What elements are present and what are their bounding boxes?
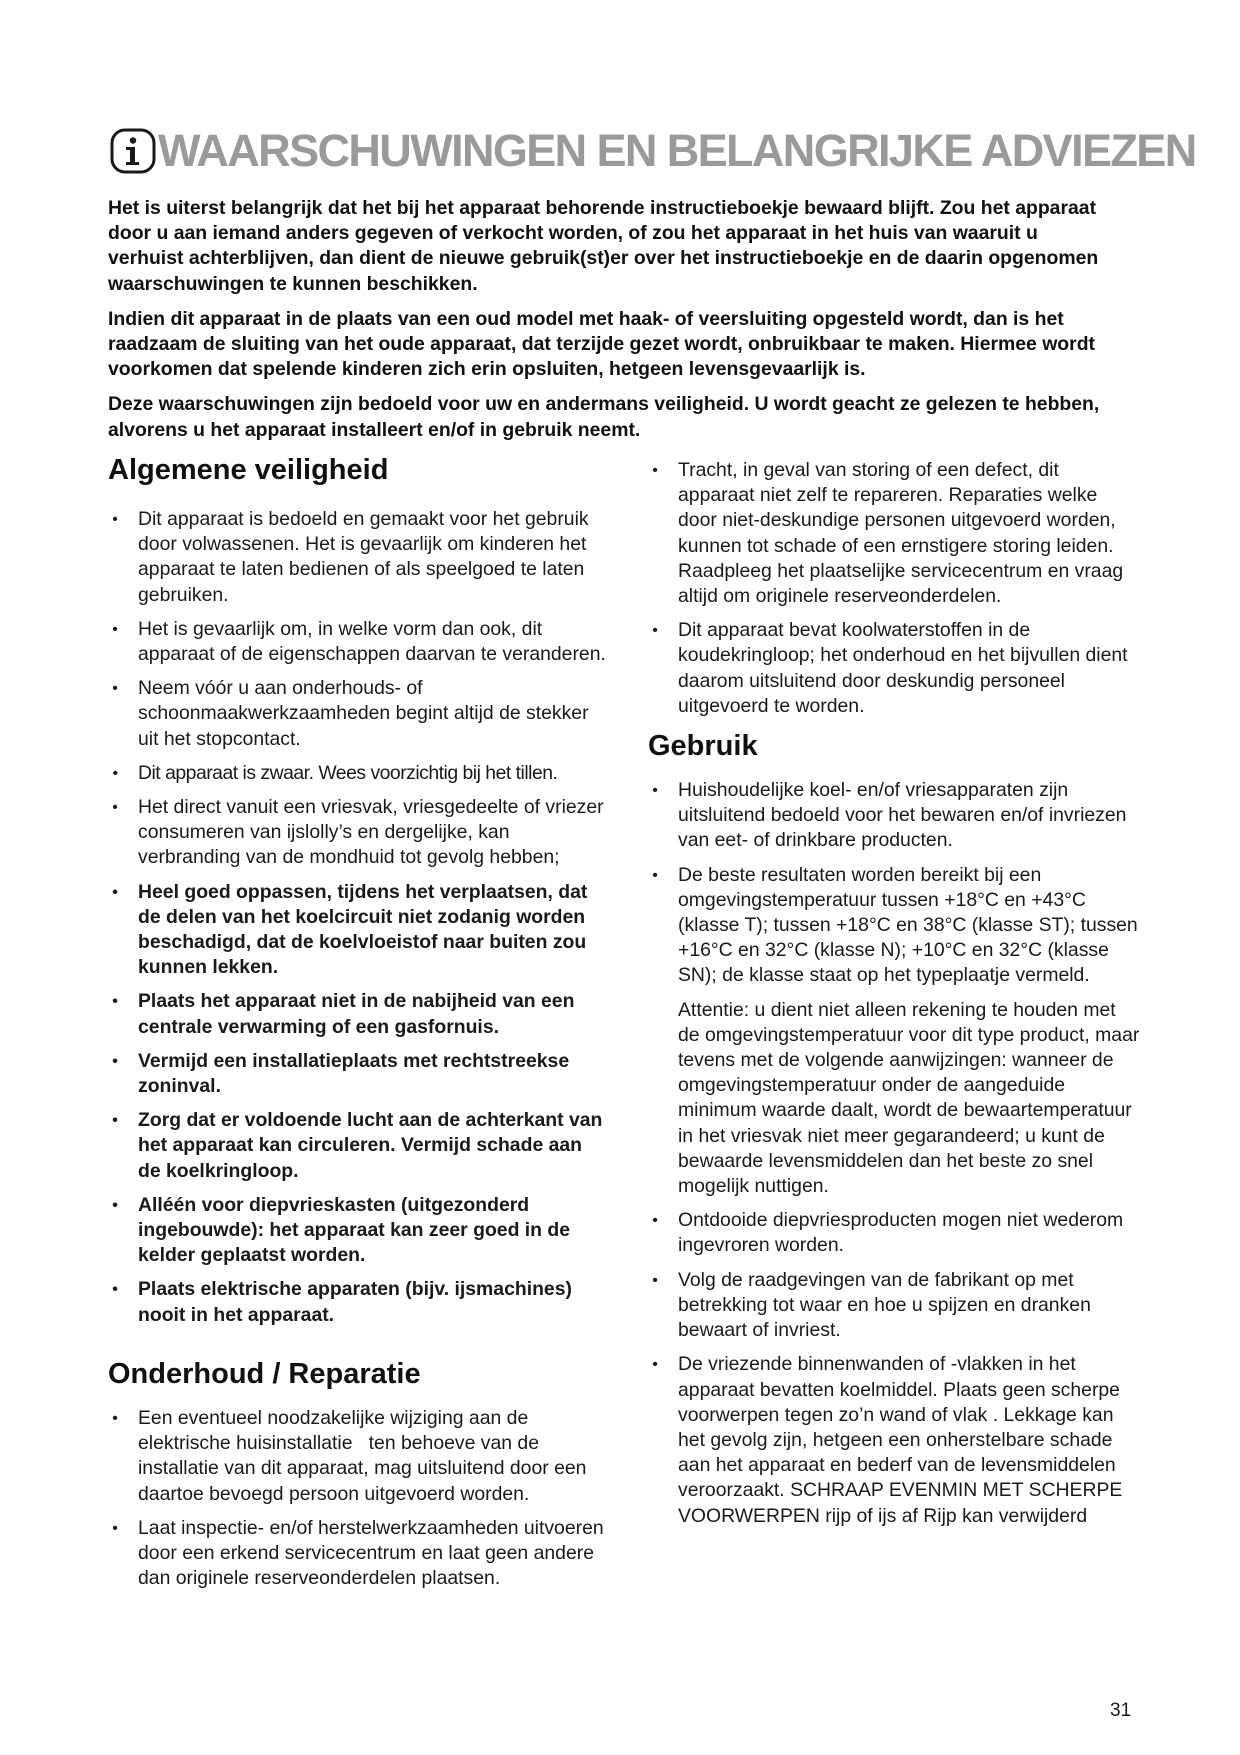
bullet-icon: • bbox=[652, 1271, 658, 1289]
list-item bbox=[648, 863, 1140, 989]
list-item-text: Het is gevaarlijk om, in welke vorm dan ook, dit apparaat of de eigenschappen daarvan te veranderen. bbox=[138, 617, 606, 666]
list-item bbox=[108, 617, 608, 667]
onderhoud-reparatie-list bbox=[108, 1406, 608, 1591]
bullet-icon: • bbox=[112, 1112, 118, 1130]
intro-paragraph: Indien dit apparaat in de plaats van een oud model met haak- of veersluiting opgesteld wordt, dan is het raadzaam de sluiting van het oude apparaat, dat terzijde gezet wordt, onbruikbaar te maken. Hiermee wordt voorkomen dat spelende kinderen zich erin opsluiten, hetgeen levensgevaarlijk is. bbox=[108, 307, 1096, 381]
list-item-text: Laat inspectie- en/of herstelwerkzaamheden uitvoeren door een erkend servicecentrum en laat geen andere dan originele reserveonderdelen plaatsen. bbox=[138, 1516, 604, 1590]
right-column bbox=[648, 458, 1140, 1538]
list-item-text: Huishoudelijke koel- en/of vriesapparaten zijn uitsluitend bedoeld voor het bewaren en/of invriezen van eet- of drinkbare producten. bbox=[678, 779, 1127, 852]
list-item bbox=[108, 989, 608, 1039]
list-item-text: Plaats het apparaat niet in de nabijheid van een centrale verwarming of een gasfornuis. bbox=[138, 990, 575, 1038]
bullet-icon: • bbox=[112, 1281, 118, 1299]
bullet-icon: • bbox=[112, 1196, 118, 1214]
gebruik-list-continued bbox=[648, 1208, 1140, 1528]
bullet-icon: • bbox=[112, 1519, 118, 1537]
onderhoud-reparatie-list-continued bbox=[648, 458, 1140, 719]
list-item bbox=[108, 1406, 608, 1507]
attentie-paragraph: Attentie: u dient niet alleen rekening te houden met de omgevingstemperatuur voor dit type product, maar tevens met de volgende aanwijzingen: wanneer de omgevingstemperatuur onder de aangeduide minimum waarde daalt, wordt de bewaartemperatuur in het vriesvak niet meer gegarandeerd; u kunt de bewaarde levensmiddelen dan het beste zo snel mogelijk nuttigen. bbox=[678, 998, 1140, 1198]
list-item bbox=[108, 1277, 608, 1327]
intro-block bbox=[108, 196, 1118, 453]
bullet-icon: • bbox=[652, 1212, 658, 1230]
list-item bbox=[108, 1516, 608, 1592]
list-item-text: Vermijd een installatieplaats met rechtstreekse zoninval. bbox=[138, 1049, 570, 1098]
list-item-text: Volg de raadgevingen van de fabrikant op met betrekking tot waar en hoe u spijzen en dranken bewaart of invriest. bbox=[678, 1268, 1091, 1342]
list-item bbox=[648, 1208, 1140, 1258]
list-item bbox=[108, 761, 608, 786]
list-item-text: Neem vóór u aan onderhouds- of schoonmaakwerkzaamheden begint altijd de stekker uit het stopcontact. bbox=[138, 677, 589, 750]
section-heading-gebruik: Gebruik bbox=[648, 730, 758, 763]
bullet-icon: • bbox=[112, 1052, 118, 1070]
bullet-icon: • bbox=[112, 680, 118, 698]
bullet-icon: • bbox=[652, 622, 658, 640]
list-item-text: Ontdooide diepvriesproducten mogen niet wederom ingevroren worden. bbox=[678, 1209, 1124, 1257]
section-heading-algemene-veiligheid: Algemene veiligheid bbox=[108, 454, 389, 486]
list-item bbox=[648, 1268, 1140, 1344]
list-item-text: Een eventueel noodzakelijke wijziging aan de elektrische huisinstallatie ten behoeve van de installatie van dit apparaat, mag uitsluitend door een daartoe bevoegd persoon uitgevoerd worden. bbox=[138, 1406, 592, 1505]
list-item-text: Plaats elektrische apparaten (bijv. ijsmachines) nooit in het apparaat. bbox=[138, 1278, 572, 1326]
page-number: 31 bbox=[1110, 1700, 1132, 1721]
algemene-veiligheid-list bbox=[108, 507, 608, 1328]
list-item-text: Heel goed oppassen, tijdens het verplaatsen, dat de delen van het koelcircuit niet zodanig worden beschadigd, dat de koelvloeistof naar buiten zou kunnen lekken. bbox=[138, 880, 588, 979]
bullet-icon: • bbox=[652, 1356, 658, 1374]
left-column bbox=[108, 452, 608, 1600]
list-item-text: Dit apparaat bevat koolwaterstoffen in de koudekringloop; het onderhoud en het bijvullen dient daarom uitsluitend door deskundig personeel uitgevoerd te worden. bbox=[678, 619, 1128, 717]
bullet-icon: • bbox=[112, 620, 118, 638]
list-item bbox=[108, 795, 608, 871]
bullet-icon: • bbox=[112, 511, 118, 528]
list-item-text: Tracht, in geval van storing of een defect, dit apparaat niet zelf te repareren. Reparaties welke door niet-deskundige personen uitgevoerd worden, kunnen tot schade of een ernstigere storing leiden. Raadpleeg het plaatselijke servicecentrum en vraag altijd om originele reserveonderdelen. bbox=[678, 459, 1124, 608]
list-item-text: Zorg dat er voldoende lucht aan de achterkant van het apparaat kan circuleren. Vermijd schade aan de koelkringloop. bbox=[138, 1109, 603, 1182]
list-item-text: Het direct vanuit een vriesvak, vriesgedeelte of vriezer consumeren van ijslolly’s en dergelijke, kan verbranding van de mondhuid tot gevolg hebben; bbox=[138, 796, 604, 869]
bullet-icon: • bbox=[652, 866, 658, 884]
list-item bbox=[648, 618, 1140, 719]
list-item bbox=[108, 1049, 608, 1099]
list-item bbox=[108, 507, 608, 608]
bullet-icon: • bbox=[112, 883, 118, 901]
intro-paragraph: Het is uiterst belangrijk dat het bij het apparaat behorende instructieboekje bewaard blijft. Zou het apparaat door u aan iemand anders gegeven of verkocht worden, of zou het apparaat in het huis van waaruit u verhuist achterblijven, dan dient de nieuwe gebruik(st)er over het instructieboekje en de daarin opgenomen waarschuwingen te kunnen beschikken. bbox=[108, 197, 1099, 295]
page-title: WAARSCHUWINGEN EN BELANGRIJKE ADVIEZEN bbox=[158, 125, 1196, 176]
info-icon bbox=[110, 128, 156, 174]
bullet-icon: • bbox=[112, 799, 118, 817]
bullet-icon: • bbox=[112, 993, 118, 1011]
list-item bbox=[108, 676, 608, 752]
title-row bbox=[110, 125, 1196, 176]
list-item-text: Alléén voor diepvrieskasten (uitgezonderd ingebouwde): het apparaat kan zeer goed in de kelder geplaatst worden. bbox=[138, 1193, 571, 1267]
list-item bbox=[108, 1108, 608, 1184]
list-item bbox=[648, 1352, 1140, 1528]
intro-paragraph: Deze waarschuwingen zijn bedoeld voor uw en andermans veiligheid. U wordt geacht ze gelezen te hebben, alvorens u het apparaat installeert en/of in gebruik neemt. bbox=[108, 393, 1100, 441]
section-heading-onderhoud-reparatie: Onderhoud / Reparatie bbox=[108, 1357, 421, 1390]
bullet-icon: • bbox=[652, 782, 658, 800]
list-item-text: De beste resultaten worden bereikt bij een omgevingstemperatuur tussen +18°C en +43°C (klasse T); tussen +18°C en 38°C (klasse ST); tussen +16°C en 32°C (klasse N); +10°C en 32°C (klasse SN); de klasse staat op het typeplaatje vermeld. bbox=[678, 863, 1138, 987]
bullet-icon: • bbox=[112, 764, 118, 782]
list-item bbox=[648, 778, 1140, 854]
gebruik-list bbox=[648, 778, 1140, 989]
list-item bbox=[108, 880, 608, 981]
list-item-text: De vriezende binnenwanden of -vlakken in het apparaat bevatten koelmiddel. Plaats geen scherpe voorwerpen tegen zo’n wand of vlak . Lekkage kan het gevolg zijn, hetgeen een onherstelbare schade aan het apparaat en bederf van de levensmiddelen veroorzaakt. SCHRAAP EVENMIN MET SCHERPE VOORWERPEN rijp of ijs af Rijp kan verwijderd bbox=[678, 1353, 1123, 1527]
bullet-icon: • bbox=[112, 1409, 118, 1427]
list-item bbox=[108, 1193, 608, 1269]
bullet-icon: • bbox=[652, 462, 658, 479]
list-item-text: Dit apparaat is bedoeld en gemaakt voor het gebruik door volwassenen. Het is gevaarlijk om kinderen het apparaat te laten bedienen of als speelgoed te laten gebruiken. bbox=[138, 508, 589, 606]
list-item bbox=[648, 458, 1140, 609]
list-item-text: Dit apparaat is zwaar. Wees voorzichtig bij het tillen. bbox=[138, 761, 558, 784]
